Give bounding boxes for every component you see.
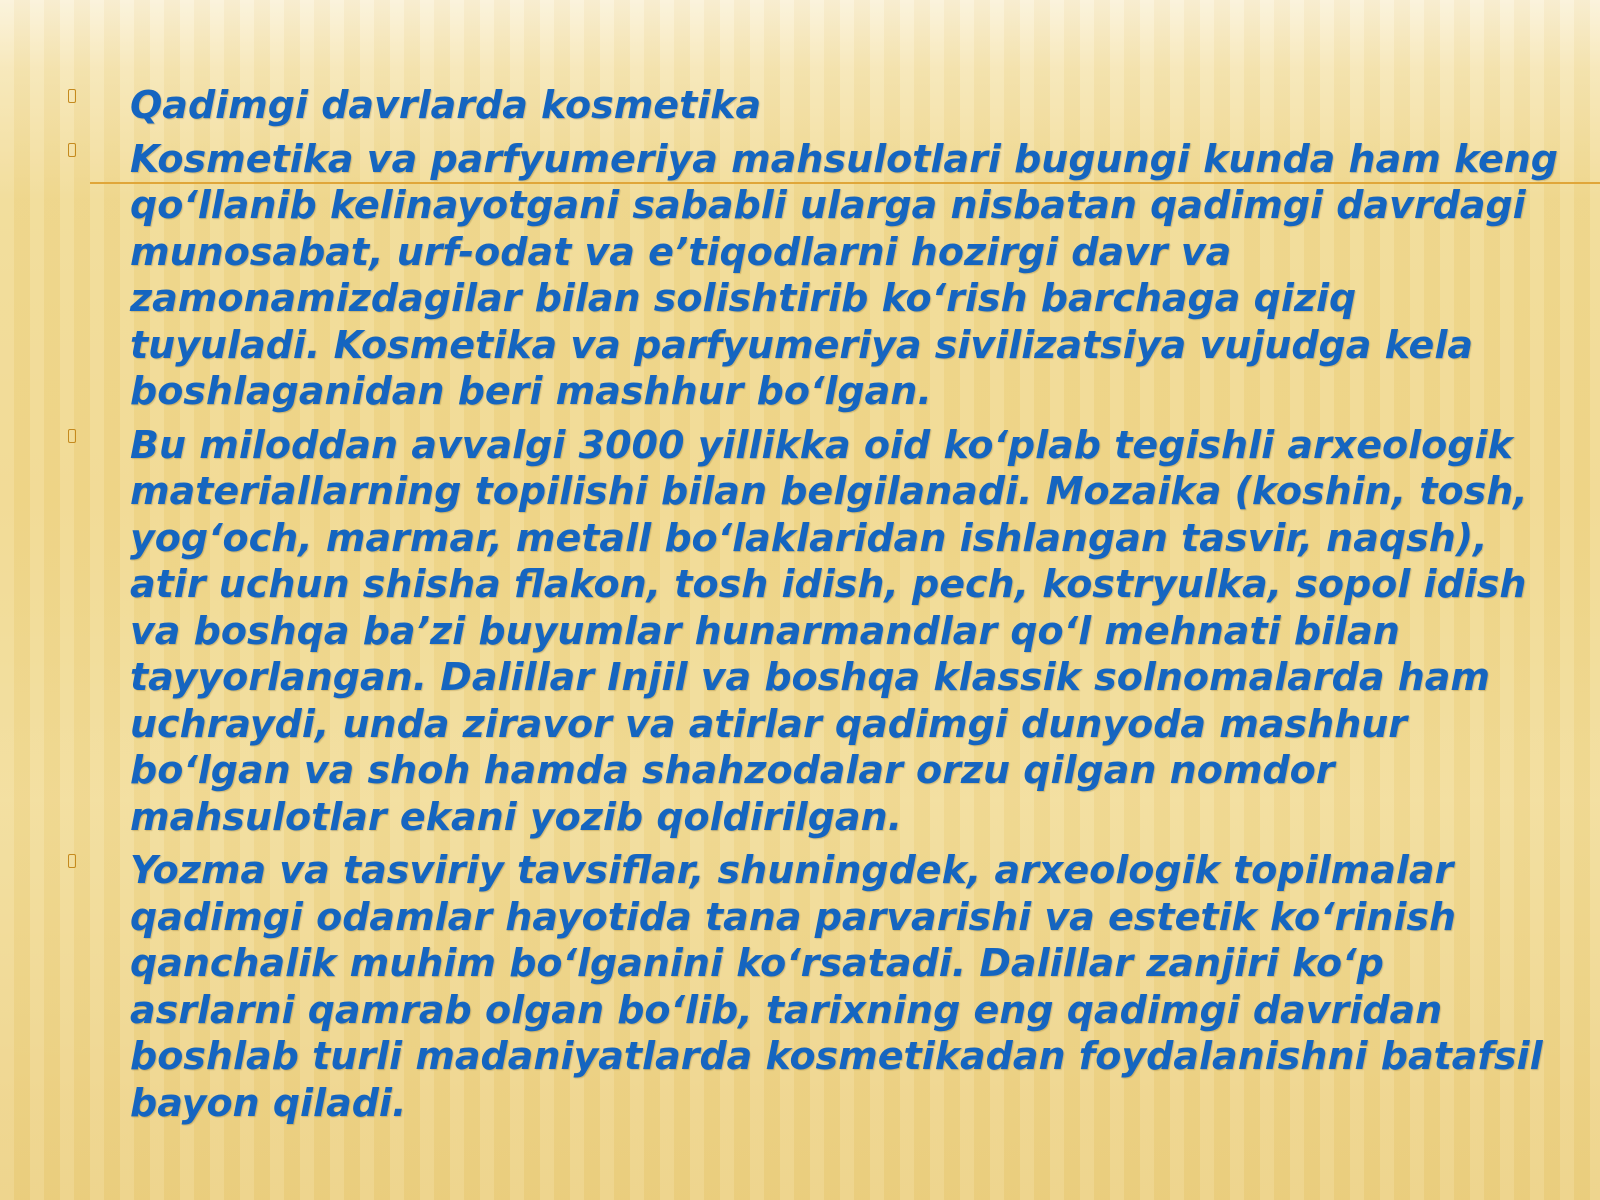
bullet-item xyxy=(68,847,1558,1126)
square-bullet-icon xyxy=(68,429,76,443)
square-bullet-icon xyxy=(68,854,76,868)
bullet-text: Kosmetika va parfyumeriya mahsulotlari bugungi kunda ham keng qo‘llanib kelinayotgani sababli ularga nisbatan qadimgi davrdagi munosabat, urf-odat va e’tiqodlarni hozirgi davr va zamonamizdagilar bilan solishtirib ko‘rish barchaga qiziq tuyuladi. Kosmetika va parfyumeriya sivilizatsiya vujudga kela boshlaganidan beri mashhur bo‘lgan. xyxy=(130,136,1559,413)
bullet-text: Qadimgi davrlarda kosmetika xyxy=(130,83,762,127)
bullet-item-title xyxy=(68,82,1558,129)
bullet-text: Bu miloddan avvalgi 3000 yillikka oid ko‘plab tegishli arxeologik materiallarning topilishi bilan belgilanadi. Mozaika (koshin, tosh, yog‘och, marmar, metall bo‘laklaridan ishlangan tasvir, naqsh), atir uchun shisha flakon, tosh idish, pech, kostryulka, sopol idish va boshqa ba’zi buyumlar hunarmandlar qo‘l mehnati bilan tayyorlangan. Dalillar Injil va boshqa klassik solnomalarda ham uchraydi, unda ziravor va atirlar qadimgi dunyoda mashhur bo‘lgan va shoh hamda shahzodalar orzu qilgan nomdor mahsulotlar ekani yozib qoldirilgan. xyxy=(130,422,1528,839)
bullet-text: Yozma va tasviriy tavsiflar, shuningdek, arxeologik topilmalar qadimgi odamlar hayotida tana parvarishi va estetik ko‘rinish qanchalik muhim bo‘lganini ko‘rsatadi. Dalillar zanjiri ko‘p asrlarni qamrab olgan bo‘lib, tarixning eng qadimgi davridan boshlab turli madaniyatlarda kosmetikadan foydalanishni batafsil bayon qiladi. xyxy=(130,848,1543,1125)
bullet-list xyxy=(68,82,1558,1133)
bullet-item xyxy=(68,136,1558,415)
square-bullet-icon xyxy=(68,89,76,103)
square-bullet-icon xyxy=(68,143,76,157)
bullet-item xyxy=(68,422,1558,841)
